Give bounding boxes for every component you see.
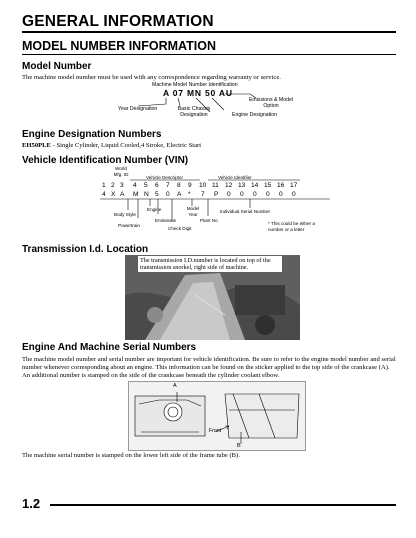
label-b: B bbox=[237, 443, 241, 449]
section-title: MODEL NUMBER INFORMATION bbox=[22, 39, 216, 53]
model-id-code: A 07 MN 50 AU bbox=[163, 88, 233, 98]
vin-cell: * bbox=[188, 191, 191, 198]
engine-machine-text: The machine model number and serial number are important for vehicle identification. Be sure to refer to the engine model number and serial number whenever corresponding about an engine. This information can be found on the sticker applied to the top side of the crankcase (A). An additional number is stamped on the side of the crankcase beneath the cylinder coolant elbow. bbox=[22, 356, 396, 379]
model-id-engine-label: Engine Designation bbox=[232, 112, 277, 118]
vin-cell: 14 bbox=[251, 182, 259, 189]
vin-cell: 8 bbox=[177, 182, 181, 189]
vin-cell: 2 bbox=[111, 182, 115, 189]
vin-cell: 15 bbox=[264, 182, 272, 189]
serial-footnote: The machine serial number is stamped on the lower left side of the frame tube (B). bbox=[22, 452, 240, 459]
label-a: A bbox=[173, 383, 177, 389]
vin-powertrain-label: Powertrain bbox=[118, 223, 140, 228]
label-front: Front bbox=[209, 428, 222, 434]
vin-cell: N bbox=[144, 191, 149, 198]
serial-location-art bbox=[129, 382, 305, 450]
engine-machine-heading: Engine And Machine Serial Numbers bbox=[22, 342, 197, 353]
vin-cell: 4 bbox=[133, 182, 137, 189]
vin-body-style-label: Body Style bbox=[114, 212, 136, 217]
vin-cell: 0 bbox=[253, 191, 257, 198]
vin-cell: 4 bbox=[102, 191, 106, 198]
vin-serial-label: Individual Serial Number bbox=[220, 209, 271, 214]
vin-cell: 7 bbox=[201, 191, 205, 198]
transmission-heading: Transmission I.d. Location bbox=[22, 244, 149, 255]
vin-heading: Vehicle Identification Number (VIN) bbox=[22, 155, 189, 166]
engine-designation-heading: Engine Designation Numbers bbox=[22, 129, 162, 140]
serial-location-illustration bbox=[128, 381, 306, 451]
vin-cell: 1 bbox=[102, 182, 106, 189]
vin-cell: 0 bbox=[279, 191, 283, 198]
section-rule bbox=[22, 54, 396, 55]
vin-cell: 0 bbox=[266, 191, 270, 198]
vin-cell: 9 bbox=[188, 182, 192, 189]
vin-cell: P bbox=[214, 191, 219, 198]
vin-emissions-label: Emissions bbox=[155, 218, 176, 223]
vin-cell: 13 bbox=[238, 182, 246, 189]
vin-engine-label: Engine bbox=[147, 207, 162, 212]
vin-cell: 0 bbox=[227, 191, 231, 198]
vin-cell: 5 bbox=[155, 191, 159, 198]
vin-cell: 7 bbox=[166, 182, 170, 189]
vin-cell: X bbox=[111, 191, 116, 198]
vin-cell: 11 bbox=[212, 182, 219, 189]
engine-designation-line bbox=[22, 142, 201, 150]
vin-cell: 3 bbox=[120, 182, 124, 189]
model-id-top-label: Machine Model Number Identification bbox=[152, 82, 238, 88]
vin-cell: 0 bbox=[292, 191, 296, 198]
vin-world-mfg-label: World Mfg. ID bbox=[113, 166, 129, 177]
vin-cell: 0 bbox=[240, 191, 244, 198]
vin-cell: 12 bbox=[225, 182, 233, 189]
vin-cell: 5 bbox=[144, 182, 148, 189]
vin-note: * This could be either a number or a letter bbox=[268, 221, 315, 232]
engine-code: EH50PLE bbox=[22, 142, 51, 149]
model-id-year-label: Year Designation bbox=[118, 106, 158, 112]
model-id-emissions-label: Emissions & Model Option bbox=[248, 97, 294, 109]
vin-cell: 16 bbox=[277, 182, 285, 189]
vin-cell: 6 bbox=[155, 182, 159, 189]
vin-cell: A bbox=[120, 191, 125, 198]
model-number-diagram bbox=[110, 82, 310, 126]
header-rule bbox=[22, 31, 396, 33]
model-id-chassis-label: Basic Chassis Designation bbox=[177, 106, 211, 118]
vin-identifier-label: Vehicle Identifier bbox=[218, 175, 252, 180]
page-number: 1.2 bbox=[22, 496, 41, 511]
vin-cell: 10 bbox=[199, 182, 207, 189]
model-number-text: The machine model number must be used with any correspondence regarding warranty or service. bbox=[22, 74, 281, 81]
vin-cell: 17 bbox=[290, 182, 298, 189]
vin-model-year-label: Model Year bbox=[186, 206, 200, 217]
vin-plant-no-label: Plant No bbox=[200, 218, 218, 223]
vin-cell: 0 bbox=[166, 191, 170, 198]
model-number-heading: Model Number bbox=[22, 61, 92, 72]
footer-rule bbox=[50, 504, 396, 506]
vin-check-digit-label: Check Digit bbox=[168, 226, 192, 231]
transmission-caption: The transmission I.D.number is located on top of the transmission snorkel, right side of machine. bbox=[138, 256, 282, 272]
vin-descriptor-label: Vehicle Descriptor bbox=[146, 175, 184, 180]
vin-cell: M bbox=[133, 191, 139, 198]
engine-code-description: - Single Cylinder, Liquid Cooled,4 Stroke, Electric Start bbox=[50, 142, 202, 149]
vin-diagram bbox=[100, 166, 330, 238]
page-header-title: GENERAL INFORMATION bbox=[22, 13, 214, 30]
vin-cell: A bbox=[177, 191, 182, 198]
